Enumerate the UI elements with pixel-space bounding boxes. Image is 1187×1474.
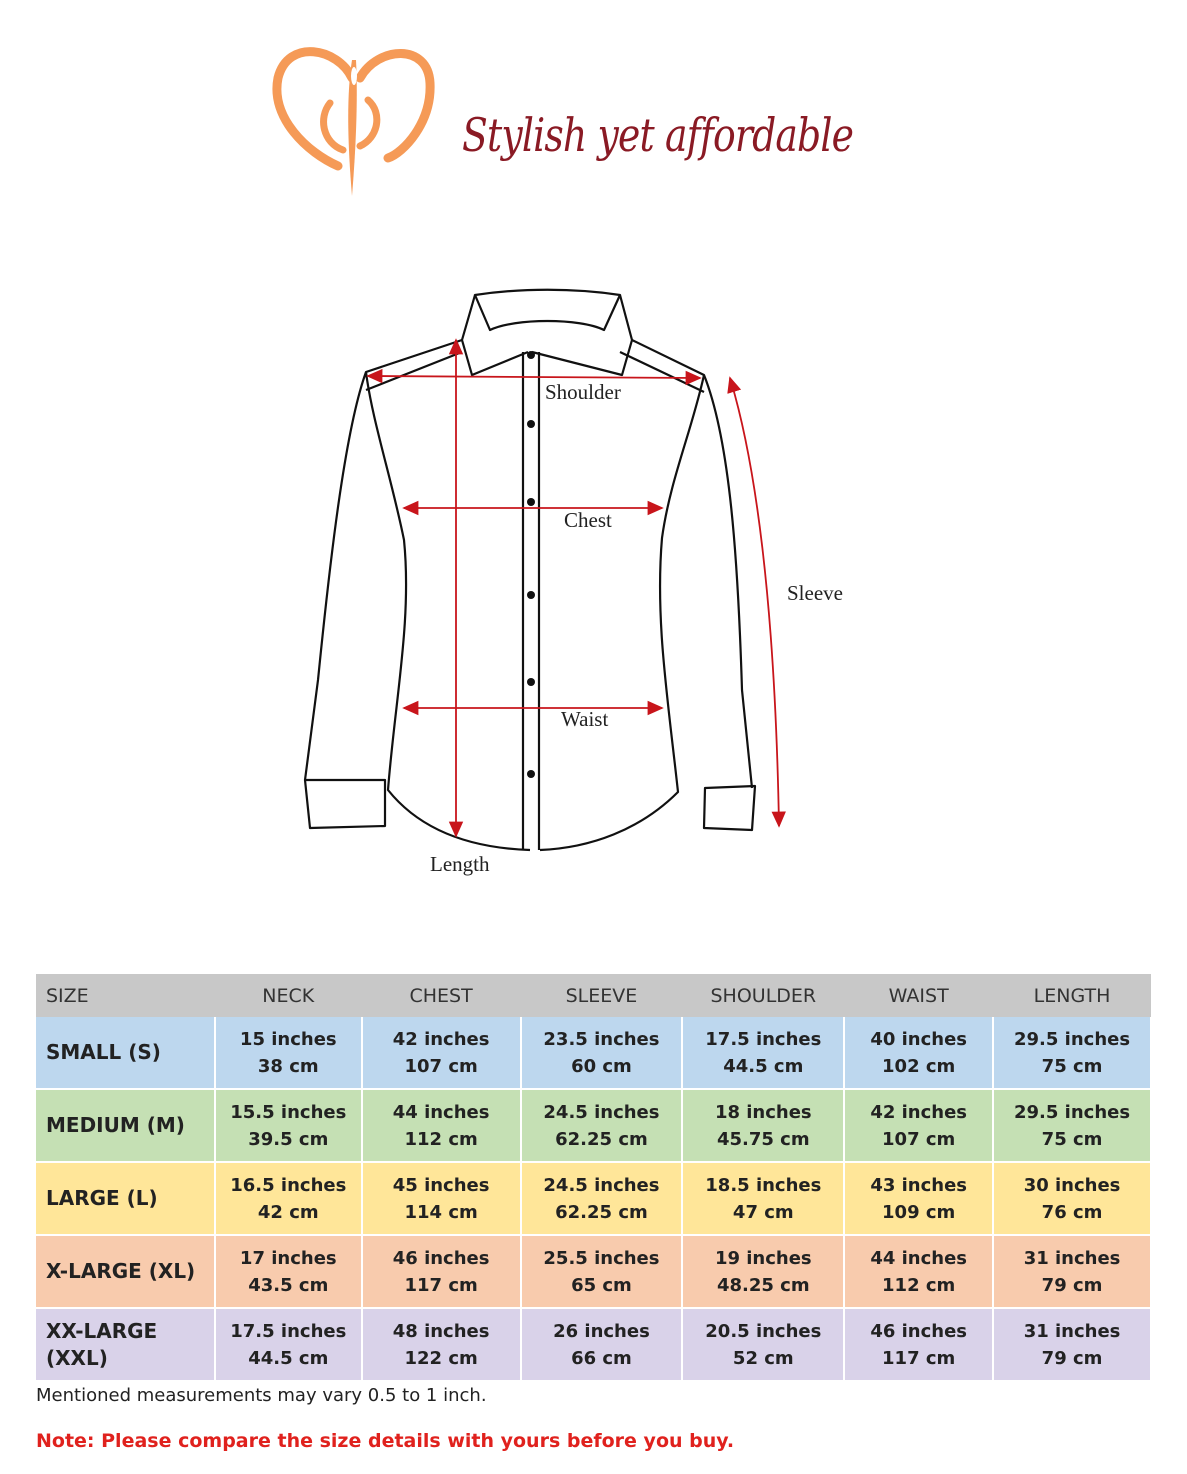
- header-size: SIZE: [36, 974, 215, 1017]
- cm-value: 117 cm: [882, 1347, 956, 1369]
- measurement-variance-note: Mentioned measurements may vary 0.5 to 1 inch.: [36, 1385, 487, 1406]
- size-name-cell: XX-LARGE (XXL): [36, 1308, 215, 1381]
- neck-cell: [215, 1235, 362, 1308]
- inches-value: 43 inches: [870, 1174, 968, 1196]
- brand-tagline: Stylish yet affordable: [462, 108, 854, 162]
- cm-value: 117 cm: [404, 1274, 478, 1296]
- cm-value: 79 cm: [1041, 1347, 1103, 1369]
- cm-value: 47 cm: [732, 1201, 794, 1223]
- waist-cell: [844, 1162, 993, 1235]
- cm-value: 76 cm: [1041, 1201, 1103, 1223]
- neck-cell: [215, 1017, 362, 1089]
- cm-value: 112 cm: [404, 1128, 478, 1150]
- inches-value: 26 inches: [553, 1320, 650, 1342]
- table-header-row: [36, 974, 1151, 1017]
- chest-cell: [362, 1308, 521, 1381]
- shoulder-cell: [682, 1235, 844, 1308]
- inches-value: 15 inches: [239, 1028, 337, 1050]
- inches-value: 29.5 inches: [1014, 1101, 1131, 1123]
- cm-value: 65 cm: [571, 1274, 632, 1296]
- cm-value: 122 cm: [404, 1347, 478, 1369]
- cm-value: 114 cm: [404, 1201, 478, 1223]
- header-neck: NECK: [215, 974, 362, 1017]
- sleeve-cell: [521, 1308, 683, 1381]
- sleeve-cell: [521, 1017, 683, 1089]
- cm-value: 109 cm: [882, 1201, 956, 1223]
- cm-value: 66 cm: [571, 1347, 632, 1369]
- shoulder-cell: [682, 1089, 844, 1162]
- inches-value: 24.5 inches: [543, 1101, 660, 1123]
- cm-value: 39.5 cm: [248, 1128, 329, 1150]
- waist-cell: [844, 1017, 993, 1089]
- neck-cell: [215, 1089, 362, 1162]
- inches-value: 42 inches: [392, 1028, 490, 1050]
- shirt-measurement-diagram: [0, 260, 1187, 910]
- shoulder-cell: [682, 1017, 844, 1089]
- size-name-cell: LARGE (L): [36, 1162, 215, 1235]
- cm-value: 42 cm: [257, 1201, 319, 1223]
- measure-arrows: [368, 340, 779, 836]
- inches-value: 48 inches: [392, 1320, 490, 1342]
- inches-value: 16.5 inches: [230, 1174, 347, 1196]
- cm-value: 107 cm: [882, 1128, 956, 1150]
- cm-value: 107 cm: [404, 1055, 478, 1077]
- header-sleeve: SLEEVE: [521, 974, 683, 1017]
- waist-cell: [844, 1308, 993, 1381]
- cm-value: 62.25 cm: [555, 1128, 648, 1150]
- length-cell: [993, 1308, 1151, 1381]
- cm-value: 45.75 cm: [716, 1128, 810, 1150]
- header-shoulder: SHOULDER: [682, 974, 844, 1017]
- chest-cell: [362, 1089, 521, 1162]
- cm-value: 52 cm: [732, 1347, 794, 1369]
- neck-cell: [215, 1162, 362, 1235]
- table-row: [36, 1017, 1151, 1089]
- cm-value: 44.5 cm: [248, 1347, 329, 1369]
- sleeve-cell: [521, 1089, 683, 1162]
- compare-size-note: Note: Please compare the size details with yours before you buy.: [36, 1430, 735, 1452]
- brand-logo: [268, 38, 438, 203]
- chest-label: Chest: [564, 508, 612, 532]
- cm-value: 43.5 cm: [248, 1274, 329, 1296]
- inches-value: 17.5 inches: [705, 1028, 822, 1050]
- inches-value: 29.5 inches: [1014, 1028, 1131, 1050]
- length-cell: [993, 1089, 1151, 1162]
- inches-value: 17.5 inches: [230, 1320, 347, 1342]
- inches-value: 42 inches: [870, 1101, 968, 1123]
- shoulder-cell: [682, 1162, 844, 1235]
- size-name-cell: SMALL (S): [36, 1017, 215, 1089]
- inches-value: 19 inches: [714, 1247, 812, 1269]
- header-chest: CHEST: [362, 974, 521, 1017]
- inches-value: 25.5 inches: [543, 1247, 660, 1269]
- cm-value: 62.25 cm: [555, 1201, 648, 1223]
- waist-label: Waist: [561, 707, 609, 731]
- cm-value: 79 cm: [1041, 1274, 1103, 1296]
- table-row: [36, 1308, 1151, 1381]
- cm-value: 38 cm: [257, 1055, 319, 1077]
- table-row: [36, 1089, 1151, 1162]
- chest-cell: [362, 1017, 521, 1089]
- inches-value: 23.5 inches: [543, 1028, 660, 1050]
- waist-cell: [844, 1235, 993, 1308]
- cm-value: 102 cm: [882, 1055, 956, 1077]
- sleeve-cell: [521, 1235, 683, 1308]
- cm-value: 60 cm: [571, 1055, 632, 1077]
- cm-value: 44.5 cm: [723, 1055, 804, 1077]
- header-length: LENGTH: [993, 974, 1151, 1017]
- length-label: Length: [430, 852, 490, 876]
- inches-value: 20.5 inches: [705, 1320, 822, 1342]
- sleeve-cell: [521, 1162, 683, 1235]
- sleeve-label: Sleeve: [787, 581, 843, 605]
- inches-value: 46 inches: [392, 1247, 490, 1269]
- inches-value: 46 inches: [870, 1320, 968, 1342]
- shirt-buttons: [527, 351, 535, 778]
- length-cell: [993, 1235, 1151, 1308]
- size-name-cell: MEDIUM (M): [36, 1089, 215, 1162]
- inches-value: 17 inches: [239, 1247, 337, 1269]
- length-cell: [993, 1017, 1151, 1089]
- shirt-outline: [305, 290, 755, 850]
- waist-cell: [844, 1089, 993, 1162]
- cm-value: 75 cm: [1041, 1128, 1103, 1150]
- length-cell: [993, 1162, 1151, 1235]
- inches-value: 30 inches: [1023, 1174, 1121, 1196]
- cm-value: 75 cm: [1041, 1055, 1103, 1077]
- size-chart-table: [36, 974, 1152, 1382]
- inches-value: 31 inches: [1023, 1247, 1121, 1269]
- inches-value: 44 inches: [870, 1247, 968, 1269]
- inches-value: 31 inches: [1023, 1320, 1121, 1342]
- chest-cell: [362, 1235, 521, 1308]
- inches-value: 45 inches: [392, 1174, 490, 1196]
- inches-value: 24.5 inches: [543, 1174, 660, 1196]
- inches-value: 15.5 inches: [230, 1101, 347, 1123]
- inches-value: 18 inches: [714, 1101, 812, 1123]
- table-row: [36, 1162, 1151, 1235]
- shoulder-label: Shoulder: [545, 380, 621, 404]
- neck-cell: [215, 1308, 362, 1381]
- table-row: [36, 1235, 1151, 1308]
- inches-value: 18.5 inches: [705, 1174, 822, 1196]
- header-waist: WAIST: [844, 974, 993, 1017]
- chest-cell: [362, 1162, 521, 1235]
- cm-value: 112 cm: [882, 1274, 956, 1296]
- cm-value: 48.25 cm: [716, 1274, 810, 1296]
- inches-value: 44 inches: [392, 1101, 490, 1123]
- inches-value: 40 inches: [870, 1028, 968, 1050]
- shoulder-cell: [682, 1308, 844, 1381]
- size-name-cell: X-LARGE (XL): [36, 1235, 215, 1308]
